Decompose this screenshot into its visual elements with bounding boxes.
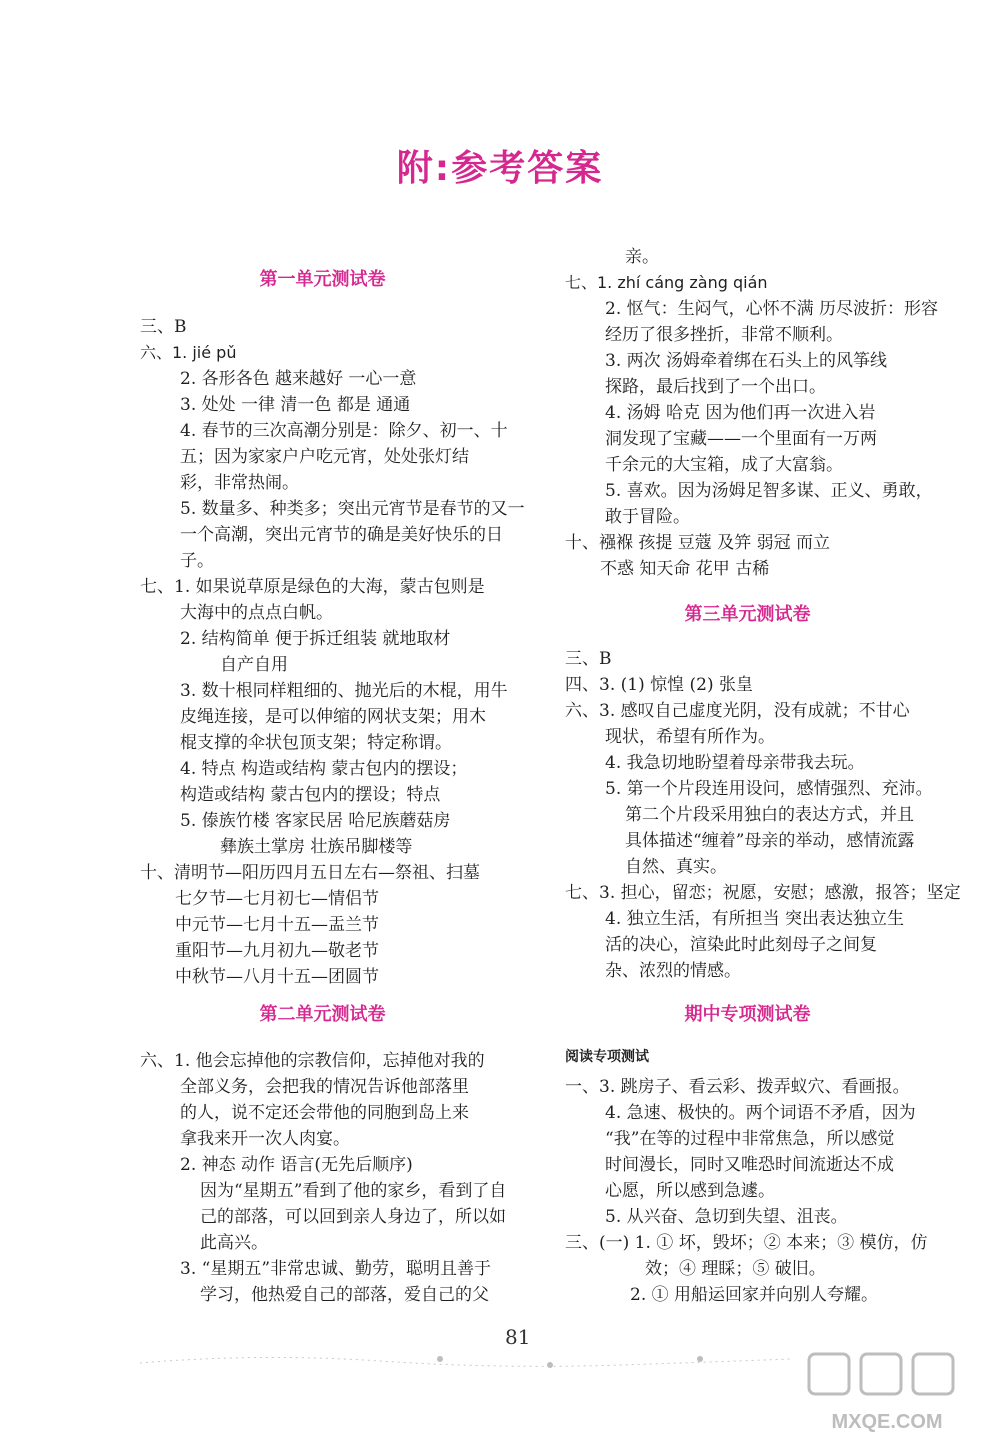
answer-line: 3. 处处 一律 清一色 都是 通通 [180, 395, 411, 415]
answer-line: 探路，最后找到了一个出口。 [605, 377, 826, 397]
answer-line: 自产自用 [220, 655, 288, 675]
answer-line: 2. ① 用船运回家并向别人夸耀。 [630, 1285, 879, 1305]
decorative-dotted-curve [140, 1345, 790, 1375]
answer-line: 敢于冒险。 [605, 507, 690, 527]
answer-line: 第二个片段采用独白的表达方式，并且 [625, 805, 914, 825]
answer-line: 五；因为家家户户吃元宵，处处张灯结 [180, 447, 469, 467]
answer-line: 4. 独立生活，有所担当 突出表达独立生 [605, 909, 905, 929]
answer-line: 经历了很多挫折，非常不顺利。 [605, 325, 843, 345]
answer-line: 彝族土掌房 壮族吊脚楼等 [220, 837, 413, 857]
answer-line: 三、(一) 1. ① 坏，毁坏；② 本来；③ 模仿，仿 [565, 1233, 928, 1253]
answer-line: 5. 数量多、种类多；突出元宵节是春节的又一 [180, 499, 525, 519]
answer-line: 七、3. 担心，留恋；祝愿，安慰；感激，报答；坚定 [565, 883, 961, 903]
answer-line: 活的决心，渲染此时此刻母子之间复 [605, 935, 877, 955]
answer-line: 拿我来开一次人肉宴。 [180, 1129, 350, 1149]
answer-line: 效；④ 理睬；⑤ 破旧。 [645, 1259, 826, 1279]
answer-line: 2. 各形各色 越来越好 一心一意 [180, 369, 417, 389]
answer-line: 重阳节—九月初九—敬老节 [175, 941, 379, 961]
subsection-heading: 阅读专项测试 [565, 1049, 649, 1065]
answer-line: 皮绳连接，是可以伸缩的网状支架；用木 [180, 707, 486, 727]
answer-line: 2. 神态 动作 语言(无先后顺序) [180, 1155, 413, 1175]
answer-line: 六、3. 感叹自己虚度光阴，没有成就；不甘心 [565, 701, 910, 721]
answer-line: 因为“星期五”看到了他的家乡，看到了自 [200, 1181, 507, 1201]
answer-line: 5. 傣族竹楼 客家民居 哈尼族蘑菇房 [180, 811, 451, 831]
section-heading: 第三单元测试卷 [684, 604, 811, 625]
answer-line: “我”在等的过程中非常焦急，所以感觉 [605, 1129, 895, 1149]
section-heading: 第一单元测试卷 [259, 269, 386, 290]
answer-line: 六、1. jié pǔ [140, 343, 237, 362]
section-heading: 期中专项测试卷 [684, 1004, 811, 1025]
answer-line: 4. 急速、极快的。两个词语不矛盾，因为 [605, 1103, 916, 1123]
answer-line: 一个高潮，突出元宵节的确是美好快乐的日 [180, 525, 503, 545]
answer-line: 棍支撑的伞状包顶支架；特定称谓。 [180, 733, 452, 753]
answer-line: 4. 特点 构造或结构 蒙古包内的摆设； [180, 759, 468, 779]
watermark-logo [805, 1352, 975, 1438]
page-title: 附:参考答案 [396, 148, 604, 189]
answer-line: 4. 春节的三次高潮分别是：除夕、初一、十 [180, 421, 508, 441]
answer-line: 七、1. 如果说草原是绿色的大海，蒙古包则是 [140, 577, 485, 597]
answer-line: 构造或结构 蒙古包内的摆设；特点 [180, 785, 441, 805]
answer-line: 的人，说不定还会带他的同胞到岛上来 [180, 1103, 469, 1123]
answer-line: 七、1. zhí cáng zàng qián [565, 273, 768, 292]
answer-line: 不惑 知天命 花甲 古稀 [600, 559, 770, 579]
section-heading: 第二单元测试卷 [259, 1004, 386, 1025]
answer-line: 中秋节—八月十五—团圆节 [175, 967, 379, 987]
answer-line: 时间漫长，同时又唯恐时间流逝达不成 [605, 1155, 894, 1175]
answer-line: 2. 怄气：生闷气，心怀不满 历尽波折：形容 [605, 299, 939, 319]
svg-text:MXQE.COM: MXQE.COM [831, 1411, 943, 1433]
answer-line: 4. 汤姆 哈克 因为他们再一次进入岩 [605, 403, 876, 423]
answer-line: 现状，希望有所作为。 [605, 727, 775, 747]
answer-line: 十、襁褓 孩提 豆蔻 及笄 弱冠 而立 [565, 533, 831, 553]
answer-line: 三、B [565, 649, 612, 669]
answer-line: 亲。 [625, 247, 659, 267]
answer-line: 心愿，所以感到急遽。 [605, 1181, 775, 1201]
answer-line: 三、B [140, 317, 187, 337]
answer-line: 六、1. 他会忘掉他的宗教信仰，忘掉他对我的 [140, 1051, 485, 1071]
answer-line: 此高兴。 [200, 1233, 268, 1253]
answer-line: 七夕节—七月初七—情侣节 [175, 889, 379, 909]
answer-line: 大海中的点点白帆。 [180, 603, 333, 623]
answer-line: 5. 第一个片段连用设问，感情强烈、充沛。 [605, 779, 933, 799]
answer-line: 一、3. 跳房子、看云彩、拨弄蚁穴、看画报。 [565, 1077, 910, 1097]
answer-line: 2. 结构简单 便于拆迁组装 就地取材 [180, 629, 451, 649]
answer-line: 洞发现了宝藏——一个里面有一万两 [605, 429, 877, 449]
answer-line: 杂、浓烈的情感。 [605, 961, 741, 981]
answer-line: 4. 我急切地盼望着母亲带我去玩。 [605, 753, 865, 773]
page-number: 81 [505, 1325, 531, 1349]
answer-line: 子。 [180, 551, 214, 571]
answer-line: 全部义务，会把我的情况告诉他部落里 [180, 1077, 469, 1097]
answer-line: 5. 从兴奋、急切到失望、沮丧。 [605, 1207, 848, 1227]
answer-line: 彩，非常热闹。 [180, 473, 299, 493]
answer-line: 3. 两次 汤姆牵着绑在石头上的风筝线 [605, 351, 888, 371]
answer-line: 学习，他热爱自己的部落，爱自己的父 [200, 1285, 489, 1305]
answer-line: 自然、真实。 [625, 857, 727, 877]
answer-line: 3. 数十根同样粗细的、抛光后的木棍，用牛 [180, 681, 508, 701]
answer-line: 中元节—七月十五—盂兰节 [175, 915, 379, 935]
answer-line: 具体描述“缠着”母亲的举动，感情流露 [625, 831, 915, 851]
answer-line: 十、清明节—阳历四月五日左右—祭祖、扫墓 [140, 863, 480, 883]
answer-line: 3. “星期五”非常忠诚、勤劳，聪明且善于 [180, 1259, 492, 1279]
answer-line: 5. 喜欢。因为汤姆足智多谋、正义、勇敢， [605, 481, 933, 501]
answer-line: 己的部落，可以回到亲人身边了，所以如 [200, 1207, 506, 1227]
answer-line: 四、3. (1) 惊惶 (2) 张皇 [565, 675, 753, 695]
answer-line: 千余元的大宝箱，成了大富翁。 [605, 455, 843, 475]
